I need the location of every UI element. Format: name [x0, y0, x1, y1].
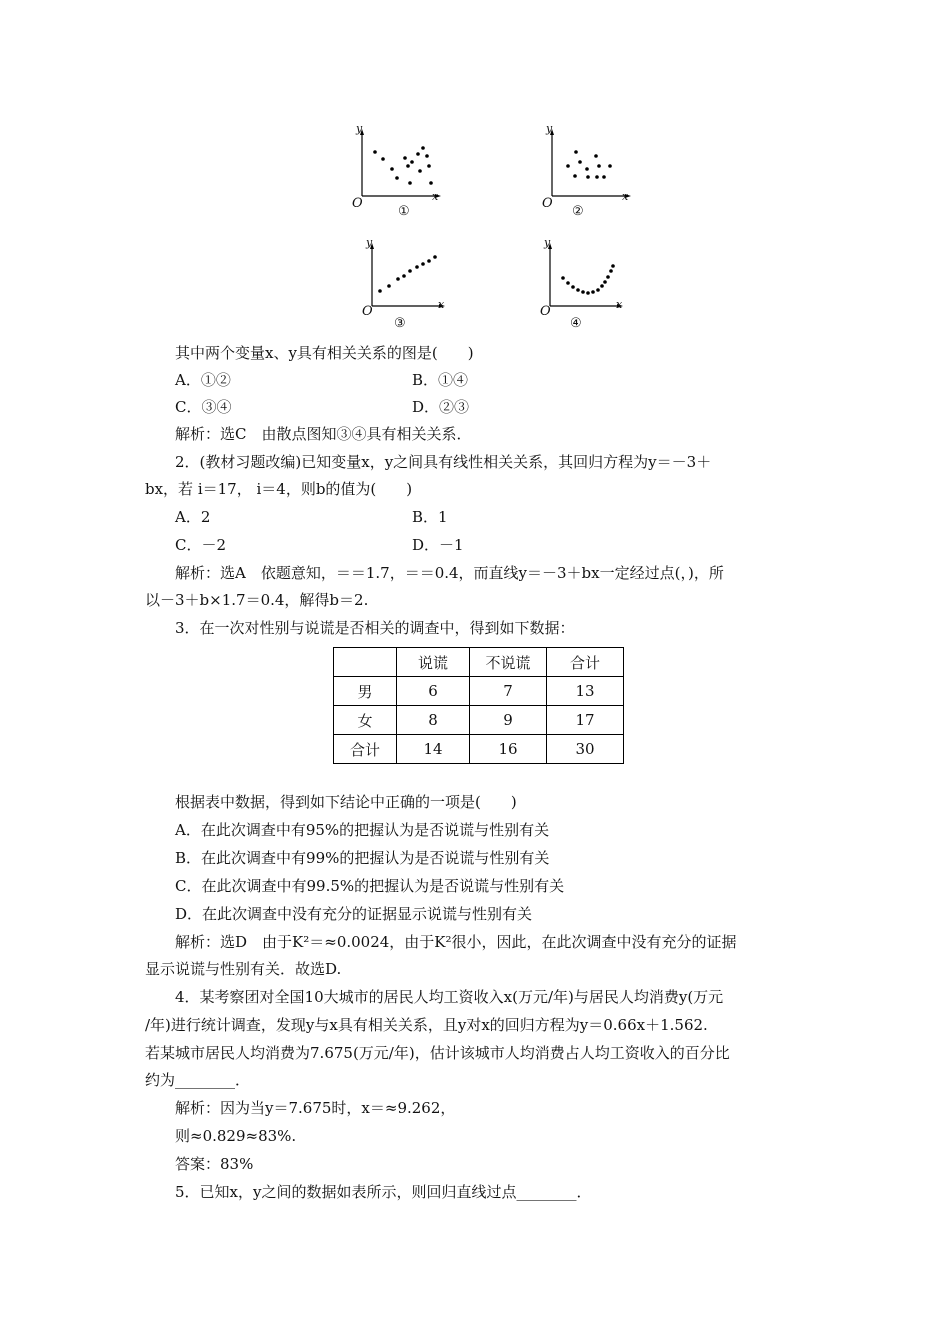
plot3-y-label: y — [366, 236, 373, 249]
q2-option-c: C．－2 — [175, 536, 227, 554]
table-cell: 男 — [334, 677, 397, 706]
q4-answer: 答案：83% — [175, 1155, 254, 1173]
q3-option-d: D．在此次调查中没有充分的证据显示说谎与性别有关 — [175, 905, 533, 923]
plot2-x-label: x — [622, 190, 629, 203]
plot3-caption: ③ — [394, 316, 406, 331]
table-cell: 13 — [547, 677, 624, 706]
q2-stem-line2: bx，若 i＝17， i＝4，则b的值为( ) — [145, 480, 413, 498]
plot4-origin: O — [540, 304, 551, 319]
q5-stem: 5．已知x，y之间的数据如表所示，则回归直线过点________． — [175, 1183, 592, 1201]
q1-option-d: D．②③ — [412, 398, 470, 416]
table-cell: 6 — [397, 677, 470, 706]
plot2-origin: O — [542, 196, 553, 211]
q3-prompt: 根据表中数据，得到如下结论中正确的一项是( ) — [175, 793, 517, 811]
plot3-origin: O — [362, 304, 373, 319]
table-header-cell — [334, 648, 397, 677]
q1-option-c: C．③④ — [175, 398, 232, 416]
table-cell: 9 — [470, 706, 547, 735]
q3-option-a: A．在此次调查中有95%的把握认为是否说谎与性别有关 — [175, 821, 550, 839]
table-header-cell: 不说谎 — [470, 648, 547, 677]
table-row — [334, 706, 624, 735]
q3-analysis-line2: 显示说谎与性别有关．故选D. — [145, 960, 342, 978]
q4-analysis-line1: 解析：因为当y＝7.675时，x＝≈9.262， — [175, 1099, 456, 1117]
table-cell: 30 — [547, 735, 624, 764]
q1-stem: 其中两个变量x、y具有相关关系的图是( ) — [175, 344, 474, 362]
q1-option-a: A．①② — [175, 371, 231, 389]
table-cell: 女 — [334, 706, 397, 735]
table-cell: 7 — [470, 677, 547, 706]
q3-option-c: C．在此次调查中有99.5%的把握认为是否说谎与性别有关 — [175, 877, 565, 895]
q2-option-d: D．－1 — [412, 536, 464, 554]
q4-stem-line2: /年)进行统计调查，发现y与x具有相关关系，且y对x的回归方程为y＝0.66x＋1.562. — [145, 1016, 708, 1034]
table-row — [334, 677, 624, 706]
q2-analysis-line2: 以－3＋b×1.7＝0.4，解得b＝2. — [145, 591, 369, 609]
plot1-x-label: x — [432, 190, 439, 203]
plot4-y-label: y — [544, 236, 551, 249]
q2-stem-line1: 2．(教材习题改编)已知变量x，y之间具有线性相关关系，其回归方程为y＝－3＋ — [175, 453, 712, 471]
table-cell: 14 — [397, 735, 470, 764]
q1-analysis: 解析：选C 由散点图知③④具有相关关系． — [175, 425, 472, 443]
plot1-y-label: y — [356, 122, 363, 135]
scatter-plot-2 — [540, 126, 640, 221]
table-cell: 17 — [547, 706, 624, 735]
scatter-plot-4 — [540, 240, 640, 325]
q3-analysis-line1: 解析：选D 由于K²＝≈0.0024，由于K²很小，因此，在此次调查中没有充分的证据 — [175, 933, 737, 951]
q2-option-b: B．1 — [412, 508, 448, 526]
q4-stem-line1: 4．某考察团对全国10大城市的居民人均工资收入x(万元/年)与居民人均消费y(万元 — [175, 988, 724, 1006]
q4-stem-line3: 若某城市居民人均消费为7.675(万元/年)，估计该城市人均消费占人均工资收入的百分比 — [145, 1044, 730, 1062]
plot2-caption: ② — [572, 204, 584, 219]
survey-table — [333, 647, 624, 764]
q4-analysis-line2: 则≈0.829≈83%. — [175, 1127, 297, 1145]
plot1-origin: O — [352, 196, 363, 211]
table-header-row — [334, 648, 624, 677]
q1-option-b: B．①④ — [412, 371, 469, 389]
q4-stem-line4: 约为________． — [145, 1071, 251, 1089]
table-header-cell: 说谎 — [397, 648, 470, 677]
q2-analysis-line1: 解析：选A 依题意知，＝＝1.7，＝＝0.4，而直线y＝－3＋bx一定经过点(，)，所 — [175, 564, 724, 582]
table-cell: 16 — [470, 735, 547, 764]
table-cell: 合计 — [334, 735, 397, 764]
plot1-caption: ① — [398, 204, 410, 219]
table-cell: 8 — [397, 706, 470, 735]
plot3-x-label: x — [438, 298, 445, 311]
plot4-caption: ④ — [570, 316, 582, 331]
scatter-plot-3 — [362, 240, 462, 325]
q2-option-a: A．2 — [175, 508, 211, 526]
q3-option-b: B．在此次调查中有99%的把握认为是否说谎与性别有关 — [175, 849, 550, 867]
q3-stem: 3．在一次对性别与说谎是否相关的调查中，得到如下数据： — [175, 619, 575, 637]
table-header-cell: 合计 — [547, 648, 624, 677]
plot2-y-label: y — [546, 122, 553, 135]
table-row — [334, 735, 624, 764]
plot4-x-label: x — [616, 298, 623, 311]
